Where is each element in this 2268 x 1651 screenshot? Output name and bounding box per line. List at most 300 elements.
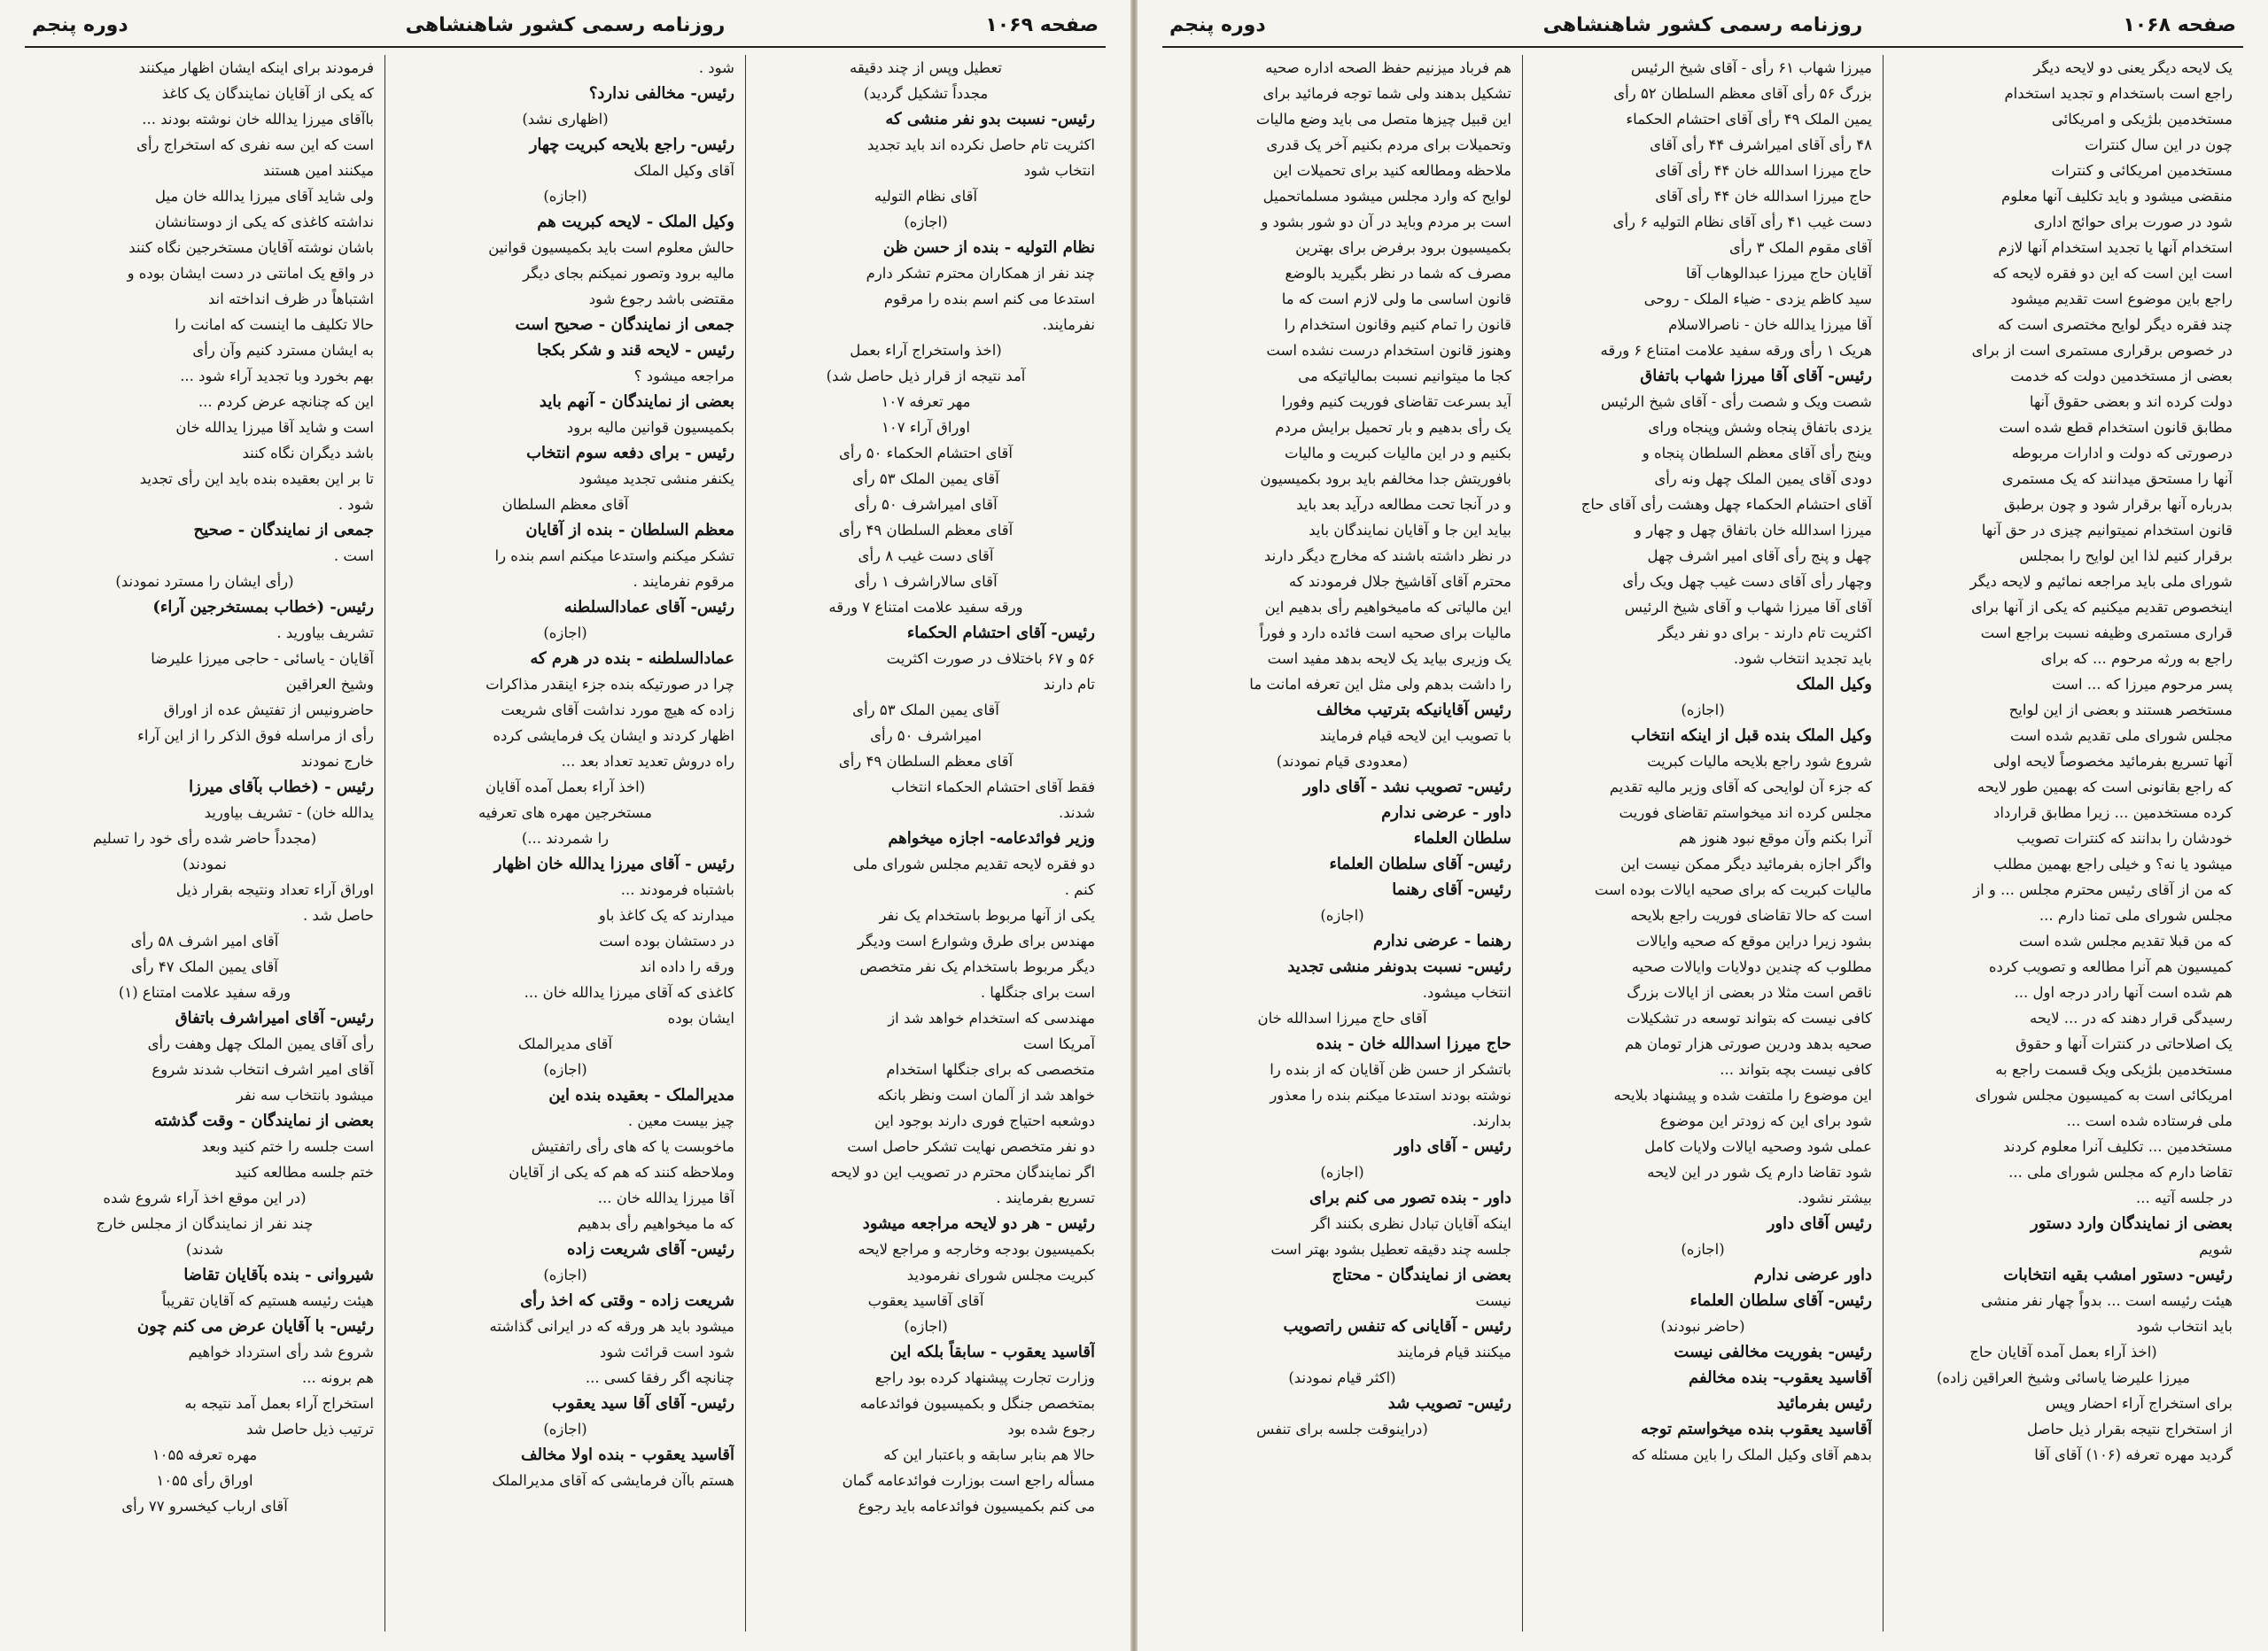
text-line: آقای دست غیب ۸ رأی	[858, 547, 994, 564]
text-line: وزارت تجارت پیشنهاد کرده بود راجع	[874, 1369, 1095, 1386]
speaker-line: رئیس- آقای سلطان العلماء	[1329, 855, 1511, 873]
text-line: مهر تعرفه ۱۰۷	[881, 393, 971, 410]
text-line: میرزا اسدالله خان باتفاق چهل و چهار و	[1635, 522, 1872, 539]
text-line: آقای سالاراشرف ۱ رأی	[854, 573, 998, 590]
text-line: وینج رأی آقای معظم السلطان پنجاه و	[1642, 445, 1872, 461]
text-line: آید بسرعت تقاضای فوریت کنیم وفورا	[1281, 393, 1511, 410]
text-column	[1162, 55, 1522, 1632]
text-line: اوراق آراء ۱۰۷	[882, 419, 970, 436]
text-line: اوراق رأی ۱۰۵۵	[156, 1472, 253, 1489]
text-line: (دراینوقت جلسه برای تنفس	[1256, 1421, 1428, 1438]
text-line: است که این سه نفری که استخراج رأی	[136, 136, 374, 153]
text-line: امریکائی است به کمیسیون مجلس شورای	[1975, 1087, 2233, 1104]
text-line: میشود بانتخاب سه نفر	[236, 1087, 374, 1104]
text-line: یک وزیری بیاید یک لایحه بدهد مفید است	[1267, 650, 1511, 667]
text-line: مجلس شورای ملی تمنا دارم ...	[2039, 907, 2233, 924]
text-line: استخراج آراء بعمل آمد نتیجه به	[184, 1395, 374, 1412]
text-line: تام دارند	[1043, 676, 1095, 693]
text-line: هم برونه ...	[301, 1369, 374, 1386]
text-line: بیاید این جا و آقایان نمایندگان باید	[1309, 522, 1511, 539]
text-line: آقای امیر اشرف انتخاب شدند شروع	[151, 1061, 374, 1078]
text-line: یکی از آنها مربوط باستخدام یک نفر	[879, 907, 1095, 924]
text-line: آقای مدیرالملک	[517, 1035, 613, 1052]
text-line: مطابق قانون استخدام قطع شده است	[1999, 419, 2233, 436]
text-line: (اجازه)	[1681, 1241, 1725, 1258]
text-line: (اجازه)	[543, 624, 587, 641]
text-line: میکنند قیام فرمایند	[1396, 1344, 1511, 1360]
text-line: بافوریتش جدا مخالفم باید برود بکمیسیون	[1260, 470, 1511, 487]
text-line: بدارند.	[1472, 1112, 1511, 1129]
text-line: این قبیل چیزها متصل می باید وضع مالیات	[1255, 111, 1511, 128]
text-line: ورقه سفید علامت امتناع (۱)	[118, 984, 291, 1001]
speaker-line: مدیرالملک - بعقیده بنده این	[548, 1086, 734, 1105]
text-line: رجوع شده بود	[1007, 1421, 1095, 1438]
text-line: که یکی از آقایان نمایندگان یک کاغذ	[161, 85, 374, 102]
text-line: رأی از مراسله فوق الذکر را از این آراء	[137, 727, 374, 744]
text-line: است .	[333, 547, 374, 564]
text-line: مالیات کبریت که برای صحیه ایالات بوده است	[1594, 881, 1872, 898]
speaker-line: رئیس آقایانیکه بترتیب مخالف	[1317, 701, 1511, 719]
speaker-line: رئیس - آقایانی که تنفس راتصویب	[1283, 1317, 1511, 1336]
text-line: خودشان را بدانند که کنترات تصویب	[2016, 830, 2233, 847]
text-line: یک رأی بدهیم و بار تحمیل برایش مردم	[1275, 419, 1511, 436]
speaker-line: عمادالسلطنه - بنده در هرم که	[530, 649, 734, 668]
text-line: یک لایحه دیگر یعنی دو لایحه دیگر	[2033, 59, 2233, 76]
text-line: رأی آقای یمین الملک چهل وهفت رأی	[147, 1035, 374, 1052]
text-line: انتخاب میشود.	[1422, 984, 1511, 1001]
text-line: آنها تسریع بفرمائید مخصوصاً لایحه اولی	[1992, 753, 2233, 770]
speaker-line: رئیس- آقای آقا میرزا شهاب باتفاق	[1640, 367, 1872, 385]
page-number: صفحه ۱۰۶۸	[2123, 14, 2236, 36]
text-line: است بر مردم وباید در آن دو شور بشود و	[1261, 213, 1511, 230]
text-line: دودی آقای یمین الملک چهل ونه رأی	[1654, 470, 1872, 487]
text-line: مطلوب که چندین دولایات وایالات صحیه	[1631, 958, 1872, 975]
text-line: چون در این سال کنترات	[2085, 136, 2233, 153]
speaker-line: رئیس- آقای شریعت زاده	[566, 1240, 734, 1259]
speaker-line: رئیس آقای داور	[1767, 1214, 1872, 1233]
text-line: ترتیب ذیل حاصل شد	[246, 1421, 374, 1438]
text-line: باتشکر از حسن ظن آقایان که از بنده را	[1270, 1061, 1511, 1078]
text-line: که جزء آن لوایحی که آقای وزیر مالیه تقدیم	[1609, 779, 1872, 795]
text-line: بشود زیرا دراین موقع که صحیه وایالات	[1635, 933, 1872, 950]
text-line: باید انتخاب شود	[2136, 1318, 2233, 1335]
text-line: یدالله خان) - تشریف بیاورید	[204, 804, 374, 821]
text-line: حالا تکلیف ما اینست که امانت را	[175, 316, 374, 333]
speaker-line: رئیس- نسبت بدونفر منشی تجدید	[1287, 957, 1511, 976]
text-line: است جلسه را ختم کنید وبعد	[201, 1138, 374, 1155]
text-line: تقاضا دارم که مجلس شورای ملی ...	[2008, 1164, 2233, 1181]
text-line: دولت کرده اند و بعضی حقوق آنها	[2029, 393, 2233, 410]
text-line: شدند.	[1059, 804, 1095, 821]
text-line: آقا میرزا یدالله خان - ناصرالاسلام	[1668, 316, 1872, 333]
text-line: آقای نظام التولیه	[874, 188, 978, 205]
text-line: هستم باآن فرمایشی که آقای مدیرالملک	[492, 1472, 734, 1489]
text-line: دوشعبه احتیاج فوری دارند بوجود این	[874, 1112, 1095, 1129]
text-line: میدارند که یک کاغذ باو	[598, 907, 734, 924]
text-line: چیز بیست معین .	[627, 1112, 734, 1129]
speaker-line: آقاسید یعقوب- بنده مخالفم	[1689, 1368, 1872, 1387]
speaker-line: رئیس - لایحه قند و شکر بکجا	[537, 341, 734, 360]
text-line: جلسه چند دقیقه تعطیل بشود بهتر است	[1270, 1241, 1511, 1258]
text-line: ولی شاید آقای میرزا یدالله خان میل	[154, 188, 374, 205]
text-line: قانون اساسی ما ولی لازم است که ما	[1281, 291, 1511, 307]
text-line: آقای وکیل الملک	[633, 162, 734, 179]
text-column	[384, 55, 745, 1632]
text-line: هم شده است آنها رادر درجه اول ...	[2014, 984, 2233, 1001]
speaker-line: رئیس- تصویب شد	[1387, 1394, 1511, 1413]
text-line: (اجازه)	[1681, 701, 1725, 718]
text-line: برقرار کنیم لذا این لوایح را بمجلس	[2019, 547, 2233, 564]
text-line: (اخذ آراء بعمل آمده آقایان	[485, 779, 646, 795]
text-line: را شمردند ...)	[521, 830, 610, 847]
text-line: سید کاظم یزدی - ضیاء الملک - روحی	[1643, 291, 1872, 307]
text-line: حالا هم بنابر سابقه و باعتبار این که	[883, 1446, 1095, 1463]
text-line: هیئت رئیسه هستیم که آقایان تقریباً	[161, 1292, 374, 1309]
text-line: کنم .	[1064, 881, 1095, 898]
text-line: لوایح که وارد مجلس میشود مسلماتحمیل	[1262, 188, 1511, 205]
page-gutter	[1130, 0, 1138, 1651]
speaker-line: داور - بنده تصور می کنم برای	[1309, 1189, 1511, 1207]
text-column	[745, 55, 1106, 1632]
text-line: ورقه سفید علامت امتناع ۷ ورقه	[828, 599, 1023, 616]
text-line: بدرباره آنها برقرار شود و چون برطبق	[2003, 496, 2233, 513]
text-line: مهندسی که استخدام خواهد شد از	[888, 1010, 1095, 1027]
text-line: دست غیب ۴۱ رأی آقای نظام التولیه ۶ رأی	[1612, 213, 1872, 230]
text-line: وملاحظه کنند که هم که یکی از آقایان	[509, 1164, 734, 1181]
text-line: آقای یمین الملک ۵۳ رأی	[852, 701, 999, 718]
text-line: (رأی ایشان را مسترد نمودند)	[115, 573, 294, 590]
text-line: آقای معظم السلطان ۴۹ رأی	[838, 522, 1014, 539]
text-line: گردید مهره تعرفه (۱۰۶) آقای آقا	[2034, 1446, 2233, 1463]
speaker-line: رئیس - (خطاب بآقای میرزا	[189, 778, 374, 796]
text-line: در واقع یک امانتی در دست ایشان بوده و	[127, 265, 374, 282]
text-line: شورای ملی باید مراجعه نمائیم و لایحه دیگر	[1969, 573, 2233, 590]
text-line: آقای آقاسید یعقوب	[867, 1292, 984, 1309]
text-line: مجلس شورای ملی تقدیم شده است	[2010, 727, 2233, 744]
text-line: (مجدداً حاضر شده رأی خود را تسلیم	[92, 830, 317, 847]
text-line: آمد نتیجه از قرار ذیل حاصل شد)	[826, 368, 1026, 384]
text-line: هریک ۱ رأی ورقه سفید علامت امتناع ۶ ورقه	[1600, 342, 1872, 359]
text-line: بکمیسیون قوانین مالیه برود	[566, 419, 734, 436]
gazette-title: روزنامه رسمی کشور شاهنشاهی	[1542, 14, 1863, 36]
speaker-line: بعضی از نمایندگان - آنهم باید	[539, 392, 734, 411]
text-line: محترم آقای آقاشیخ جلال فرمودند که	[1288, 573, 1511, 590]
text-line: آقای معظم السلطان ۴۹ رأی	[838, 753, 1014, 770]
text-line: در دستشان بوده است	[599, 933, 734, 950]
text-line: تعطیل وپس از چند دقیقه	[850, 59, 1002, 76]
text-line: آقای احتشام الحکماء ۵۰ رأی	[838, 445, 1014, 461]
text-line: (اکثر قیام نمودند)	[1288, 1369, 1396, 1386]
speaker-line: شیروانی - بنده بآقایان تقاضا	[183, 1266, 374, 1284]
text-line: قانون را تمام کنیم وقانون استخدام را	[1284, 316, 1511, 333]
text-line: چنانچه اگر رفقا کسی ...	[585, 1369, 734, 1386]
text-line: پسر مرحوم میرزا که ... است	[2051, 676, 2233, 693]
text-line: کاغذی که آقای میرزا یدالله خان ...	[524, 984, 734, 1001]
speaker-line: رئیس- دستور امشب بقیه انتخابات	[2003, 1266, 2233, 1284]
speaker-line: آقاسید یعقوب - بنده اولا مخالف	[520, 1446, 734, 1464]
text-line: انتخاب شود	[1023, 162, 1095, 179]
text-line: هم فرباد میزنیم حفظ الصحه اداره صحیه	[1265, 59, 1511, 76]
text-line: مجلس کرده اند میخواستم تقاضای فوریت	[1619, 804, 1872, 821]
text-line: آقایان - یاسائی - حاجی میرزا علیرضا	[151, 650, 374, 667]
session-period: دوره پنجم	[32, 14, 128, 36]
text-line: راه دروش تعدید تعداد بعد ...	[561, 753, 734, 770]
speaker-line: وکیل الملک - لایحه کبریت هم	[537, 213, 734, 231]
text-line: یک اصلاحاتی در کنترات آنها و حقوق	[2016, 1035, 2233, 1052]
text-line: شود است قرائت شود	[599, 1344, 734, 1360]
text-line: ختم جلسه مطالعه کنید	[235, 1164, 374, 1181]
text-line: بدهم آقای وکیل الملک را باین مسئله که	[1631, 1446, 1872, 1463]
text-line: (اظهاری نشد)	[522, 111, 609, 128]
speaker-line: رئیس - برای دفعه سوم انتخاب	[526, 444, 734, 462]
text-line: آقای یمین الملک ۵۳ رأی	[852, 470, 999, 487]
text-line: باشان نوشته آقایان مستخرجین نگاه کنند	[128, 239, 374, 256]
speaker-line: نظام التولیه - بنده از حسن ظن	[882, 238, 1095, 257]
text-line: مهره تعرفه ۱۰۵۵	[151, 1446, 258, 1463]
speaker-line: رئیس- راجع بلایحه کبریت چهار	[529, 136, 734, 154]
text-line: باآقای میرزا یدالله خان نوشته بودند ...	[142, 111, 374, 128]
text-line: اینخصوص تقدیم میکنیم که یکی از آنها برای	[1970, 599, 2233, 616]
text-line: بهم بخورد وبا تجدید آراء شود ...	[180, 368, 374, 384]
speaker-line: وکیل الملک	[1796, 675, 1872, 694]
speaker-line: بعضی از نمایندگان وارد دستور	[2030, 1214, 2233, 1233]
text-line: می کنم بکمیسیون فوائدعامه باید رجوع	[858, 1498, 1095, 1515]
text-line: (اخذ آراء بعمل آمده آقایان حاج	[1969, 1344, 2157, 1360]
speaker-line: رئیس- مخالفی ندارد؟	[588, 84, 734, 103]
text-line: فرمودند برای اینکه ایشان اظهار میکنند	[138, 59, 374, 76]
text-line: بیشتر نشود.	[1797, 1190, 1872, 1206]
text-line: مهندس برای طرق وشوارع است ودیگر	[857, 933, 1095, 950]
speaker-line: رئیس- آقای آقا سید یعقوب	[552, 1394, 734, 1413]
text-line: کبریت مجلس شورای نفرمودید	[906, 1267, 1095, 1283]
text-line: ایشان بوده	[667, 1010, 734, 1027]
text-line: یزدی باتفاق پنجاه وشش وپنجاه ورای	[1648, 419, 1872, 436]
text-line: درصورتی که دولت و ادارات مربوطه	[2011, 445, 2233, 461]
text-line: کجا ما میتوانیم نسبت بمالیاتیکه می	[1298, 368, 1511, 384]
speaker-line: رئیس بفرمائید	[1776, 1394, 1872, 1413]
text-line: چند نفر از همکاران محترم تشکر دارم	[866, 265, 1095, 282]
text-line: باید تجدید انتخاب شود.	[1733, 650, 1872, 667]
text-line: را داشت بدهم ولی مثل این تعرفه امانت ما	[1249, 676, 1511, 693]
text-line: است این است که این دو فقره لایحه که	[1992, 265, 2233, 282]
text-line: دو فقره لایحه تقدیم مجلس شورای ملی	[852, 856, 1095, 872]
text-line: کمیسیون هم آنرا مطالعه و تصویب کرده	[1988, 958, 2233, 975]
text-line: مستخدمین بلژیکی و امریکائی	[2051, 111, 2233, 128]
text-line: در نظر داشته باشند که مخارج دیگر دارند	[1263, 547, 1511, 564]
text-line: بمتخصص جنگل و بکمیسیون فوائدعامه	[859, 1395, 1095, 1412]
text-column	[1522, 55, 1883, 1632]
text-line: میشود باید هر ورقه که در ایرانی گذاشته	[489, 1318, 734, 1335]
speaker-line: رئیس- (خطاب بمستخرجین آراء)	[152, 598, 374, 616]
text-line: نفرمایند.	[1042, 316, 1095, 333]
text-line: اگر نمایندگان محترم در تصویب این دو لایحه	[830, 1164, 1095, 1181]
text-line: آقای احتشام الحکماء چهل وهشت رأی آقای حاج	[1581, 496, 1872, 513]
text-column	[25, 55, 384, 1632]
text-line: (اخذ واستخراج آراء بعمل	[850, 342, 1002, 359]
text-line: به ایشان مسترد کنیم وآن رأی	[192, 342, 374, 359]
text-line: باشد دیگران نگاه کنند	[242, 445, 374, 461]
text-line: (اجازه)	[543, 1267, 587, 1283]
text-line: یمین الملک ۴۹ رأی آقای احتشام الحکماء	[1626, 111, 1872, 128]
text-line: بکنیم و در این مالیات کبریت و مالیات	[1285, 445, 1511, 461]
text-line: چند فقره دیگر لوایح مختصری است که	[1998, 316, 2233, 333]
right-page-columns	[1162, 55, 2243, 1632]
speaker-line: شریعت زاده - وقتی که اخذ رأی	[520, 1291, 734, 1310]
speaker-line: داور عرضی ندارم	[1753, 1266, 1872, 1284]
text-line: حاج میرزا اسدالله خان ۴۴ رأی آقای	[1655, 162, 1872, 179]
text-line: این مالیاتی که مامیخواهیم رأی بدهیم این	[1264, 599, 1511, 616]
text-line: شروع شد رأی استرداد خواهیم	[188, 1344, 374, 1360]
speaker-line: رئیس - آقای داور	[1394, 1137, 1511, 1156]
text-line: تشکر میکنم واستدعا میکنم اسم بنده را	[494, 547, 734, 564]
text-line: ۴۸ رأی آقای امیراشرف ۴۴ رأی آقای	[1650, 136, 1872, 153]
text-line: (اجازه)	[1320, 907, 1364, 924]
speaker-line: رئیس- تصویب نشد - آقای داور	[1302, 778, 1511, 796]
text-line: برای استخراج آراء احضار وپس	[2045, 1395, 2233, 1412]
text-line: مالیات برای صحیه است فائده دارد و فوراً	[1259, 624, 1511, 641]
text-line: تسریع بفرمایند .	[996, 1190, 1095, 1206]
text-line: شود برای این که زودتر این موضوع	[1659, 1112, 1872, 1129]
text-line: (اجازه)	[1320, 1164, 1364, 1181]
text-line: عملی شود وصحیه ایالات ولایات کامل	[1644, 1138, 1872, 1155]
text-line: کافی نیست بچه بتواند ...	[1720, 1061, 1872, 1078]
text-line: اوراق آراء تعداد ونتیجه بقرار ذیل	[175, 881, 374, 898]
text-line: وتحمیلات برای مردم بکنیم آخر یک قدری	[1266, 136, 1511, 153]
text-line: فقط آقای احتشام الحکماء انتخاب	[890, 779, 1095, 795]
speaker-line: سلطان العلماء	[1413, 829, 1511, 848]
text-line: شصت ویک و شصت رأی - آقای شیخ الرئیس	[1600, 393, 1872, 410]
text-line: میکنند امین هستند	[262, 162, 374, 179]
text-line: آقای حاج میرزا اسدالله خان	[1257, 1010, 1427, 1027]
text-line: کرده مستخدمین ... زیرا مطابق قرارداد	[1993, 804, 2233, 821]
text-line: چند نفر از نمایندگان از مجلس خارج	[96, 1215, 314, 1232]
speaker-line: داور - عرضی ندارم	[1381, 803, 1511, 822]
left-page	[0, 0, 1130, 1651]
text-line: مصرف که شما در نظر بگیرید بالوضع	[1285, 265, 1511, 282]
text-line: شدند)	[185, 1241, 224, 1258]
text-line: نداشته کاغذی که یکی از دوستانشان	[154, 213, 374, 230]
speaker-line: رئیس- بفوریت مخالفی نیست	[1674, 1343, 1872, 1361]
speaker-line: جمعی از نمایندگان - صحیح است	[515, 315, 734, 334]
text-line: و در آنجا تحت مطالعه درآید بعد باید	[1296, 496, 1511, 513]
speaker-line: آقاسید یعقوب بنده میخواستم توجه	[1640, 1420, 1872, 1438]
text-line: آمریکا است	[1022, 1035, 1095, 1052]
page-number: صفحه ۱۰۶۹	[985, 14, 1099, 36]
text-line: یکنفر منشی تجدید میشود	[579, 470, 734, 487]
text-line: خواهد شد از آلمان است ونظر بانکه	[877, 1087, 1095, 1104]
text-line: مالیه برود وتصور نمیکنم بجای دیگر	[523, 265, 734, 282]
text-line: آقای ارباب کیخسرو ۷۷ رأی	[121, 1498, 288, 1515]
text-line: کافی نیست که بتواند توسعه در تشکیلات	[1627, 1010, 1872, 1027]
speaker-line: رئیس- آقای امیراشرف باتفاق	[175, 1009, 374, 1027]
text-line: حاضرونیس از تفتیش عده از اوراق	[163, 701, 374, 718]
text-line: اکثریت تام دارند - برای دو نفر دیگر	[1658, 624, 1872, 641]
text-line: بکمیسیون برود برفرض برای بهترین	[1295, 239, 1511, 256]
right-page	[1138, 0, 2268, 1651]
text-line: هیئت رئیسه است ... بدواً چهار نفر منشی	[1981, 1292, 2233, 1309]
text-line: (اجازه)	[543, 188, 587, 205]
text-line: نمودند)	[183, 856, 227, 872]
text-line: مجدداً تشکیل گردید)	[863, 85, 989, 102]
text-line: خارج نمودند	[300, 753, 374, 770]
text-line: تشریف بیاورید .	[276, 624, 374, 641]
text-line: (اجازه)	[904, 1318, 948, 1335]
text-line: که من قبلا تقدیم مجلس شده است	[2018, 933, 2233, 950]
text-line: وشیخ العراقین	[285, 676, 374, 693]
speaker-line: بعضی از نمایندگان - محتاج	[1332, 1266, 1511, 1284]
text-line: نوشته بودند استدعا میکنم بنده را معذور	[1270, 1087, 1511, 1104]
text-line: ملی فرستاده شده است ...	[2066, 1112, 2233, 1129]
text-line: اشتباهاً در ظرف انداخته اند	[207, 291, 374, 307]
speaker-line: رئیس- آقای رهنما	[1392, 880, 1511, 899]
text-line: این موضوع را ملتفت شده و پیشنهاد بلایحه	[1613, 1087, 1872, 1104]
text-line: مسأله راجع است بوزارت فوائدعامه گمان	[842, 1472, 1095, 1489]
text-line: ماخوبست یا که های رأی راتفتیش	[531, 1138, 734, 1155]
text-line: وهنوز قانون استخدام درست نشده است	[1266, 342, 1511, 359]
text-line: ورقه را داده اند	[640, 958, 734, 975]
session-period: دوره پنجم	[1169, 14, 1266, 36]
text-line: (اجازه)	[543, 1061, 587, 1078]
text-line: متخصصی که برای جنگلها استخدام	[886, 1061, 1095, 1078]
text-line: آنرا بکنم وآن موقع نبود هنوز هم	[1679, 830, 1872, 847]
text-line: آنها را مستحق میدانند که یک مستمری	[2001, 470, 2233, 487]
text-line: مراجعه میشود ؟	[633, 368, 734, 384]
text-line: میشود یا نه؟ و خیلی راجع بهمین مطلب	[1992, 856, 2233, 872]
text-line: میرزا علیرضا یاسائی وشیخ العراقین زاده)	[1936, 1369, 2191, 1386]
speaker-line: وکیل الملک بنده قبل از اینکه انتخاب	[1630, 726, 1872, 745]
text-line: باشتباه فرمودند ...	[620, 881, 734, 898]
text-line: حالش معلوم است باید بکمیسیون قوانین	[488, 239, 734, 256]
text-line: این که چنانچه عرض کردم ...	[198, 393, 374, 410]
left-page-columns	[25, 55, 1106, 1632]
speaker-line: رئیس - هر دو لایحه مراجعه میشود	[862, 1214, 1095, 1233]
speaker-line: بعضی از نمایندگان - وقت گذشته	[153, 1112, 374, 1130]
text-line: از استخراج نتیجه بقرار ذیل حاصل	[2027, 1421, 2233, 1438]
text-line: مستخصر هستند و بعضی از این لوایح	[2008, 701, 2233, 718]
text-line: مستخدمین ... تکلیف آنرا معلوم کردند	[2003, 1138, 2233, 1155]
text-line: اینکه آقایان تبادل نظری بکنند اگر	[1311, 1215, 1511, 1232]
text-line: شود .	[698, 59, 734, 76]
speaker-line: جمعی از نمایندگان - صحیح	[193, 521, 374, 539]
text-line: که ما میخواهیم رأی بدهیم	[577, 1215, 734, 1232]
text-line: قراری مستمری وظیفه نسبت براجع است	[1980, 624, 2233, 641]
text-line: ناقص است مثلا در بعضی از ایالات بزرگ	[1627, 984, 1872, 1001]
text-line: (اجازه)	[543, 1421, 587, 1438]
text-line: (حاضر نبودند)	[1660, 1318, 1745, 1335]
text-line: زاده که هیچ مورد نداشت آقای شریعت	[501, 701, 734, 718]
text-line: آقا میرزا یدالله خان ...	[597, 1190, 734, 1206]
text-line: با تصویب این لایحه قیام فرمایند	[1319, 727, 1511, 744]
text-line: راجع به ورثه مرحوم ... که برای	[2040, 650, 2233, 667]
left-page-header	[25, 7, 1106, 48]
text-line: رسیدگی قرار دهند که در ... لایحه	[2030, 1010, 2233, 1027]
speaker-line: رهنما - عرضی ندارم	[1372, 932, 1511, 950]
gazette-title: روزنامه رسمی کشور شاهنشاهی	[405, 14, 726, 36]
text-line: آقایان حاج میرزا عبدالوهاب آقا	[1686, 265, 1872, 282]
text-line: دیگر مربوط باستخدام یک نفر متخصص	[859, 958, 1095, 975]
text-line: (معدودی قیام نمودند)	[1276, 753, 1409, 770]
text-line: (در این موقع اخذ آراء شروع شده	[103, 1190, 307, 1206]
text-line: بعضی از مستخدمین دولت که خدمت	[2010, 368, 2233, 384]
text-line: که من از آقای رئیس محترم مجلس ... و از	[1973, 881, 2233, 898]
text-line: است برای جنگلها .	[980, 984, 1095, 1001]
text-line: آقای معظم السلطان	[501, 496, 629, 513]
text-line: ۵۶ و ۶۷ باختلاف در صورت اکثریت	[886, 650, 1095, 667]
text-line: شروع شود راجع بلایحه مالیات کبریت	[1647, 753, 1872, 770]
text-line: اظهار کردند و ایشان یک فرمایشی کرده	[493, 727, 734, 744]
text-line: مستخدمین امریکائی و کنترات	[2051, 162, 2233, 179]
text-line: آقای یمین الملک ۴۷ رأی	[131, 958, 278, 975]
